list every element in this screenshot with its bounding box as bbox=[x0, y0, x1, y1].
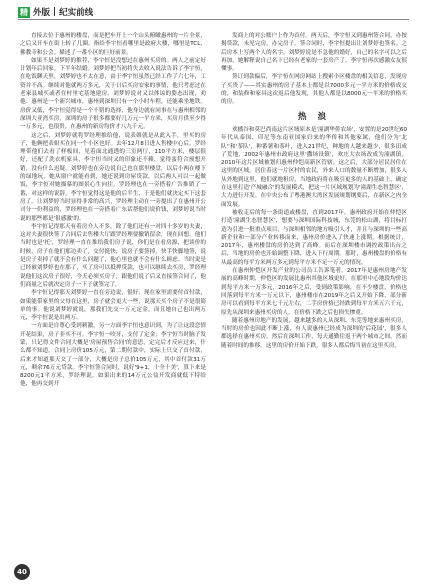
paragraph: 在惠州仲恺区开发产业的公司员工告诉笔者，2017年是惠州房地产发展的高峰时期，仲恺区的发展比惠州其他区域更好，在那里中心地段均价达到每平方米一万多元，2016年之后，受到政策影响，在不少楼盘，价格也回落到每平方米一万元以下，惠州楼市在2019年之后又开始下降，部分新房可以看到每平方米七千元左右，二手房价格已经跌到每平方米五六千元，原先从深圳来惠州买房的人，在价格下跌之后也损失惨重。 bbox=[221, 268, 407, 316]
section-heading: 热 浪 bbox=[298, 111, 330, 122]
page-number: 40 bbox=[14, 564, 30, 580]
page-header bbox=[18, 6, 93, 18]
paragraph: 欢播谷和莫巴尚南这片区域原本是'潼湖华侨农场'，安置的是20世纪60年代从泰国、印尼等东南亚国家归来的华侨和其他家属，他们分为'北队''和'茶队'，种番薯和茶叶，进入21世纪，种地的人越来越少，很多田成了荒地，2002年惠州市政府这里'撒场设镇'，欢庄大农场改成为潼湖镇。2010年这片区域被划归惠州仲恺高新区管辖。这之后，大部分居民居住在这里的区域，居住着这一片区村的农民，外来人口的数量不断增加，很多人从外地到这里，他们就地租房，当地政府将在吸引更多的人的基础上，确定在这里打造'产城融合'的发展模式，把这一片区域规划为'潼湖生态智慧区'，大力进行开发。在中央公布了粤港澳大湾区发展规划纲要后，在新区之内全面发展。 bbox=[221, 126, 407, 208]
section-name: 外版 bbox=[33, 8, 51, 18]
paragraph: 李宇恒记得那天有着房介人不多，除了他们还有一对四十多岁的夫妻，这对夫妻很快签了合同后去售楼大厅跟罗经理要撤销留余，现在回想，他们当时也是'托'，罗经理一直在推给我们房子说，你们是在看房源，把谈价的时候，房子在他们那边卖了，交付挺快，说房子要签掉，快手快脚地签，说是房子卖掉了就不会有什么问题了，他心里也就不会有什么顾虑。当时说是已经被刘梦婷也在那了，买了房可以抵押贷款，也可以继续去买房，罗经理说他们这次房子很好，今天必须买房子，跟他们说了后又直接签合同了，他们商量之后就决定房子一下子就签完了。 bbox=[20, 223, 206, 288]
paragraph: 发商上的对公账户上作为首付。两天后，李宇恒又到惠州签合同，办按揭贷款，未见完房，办完房子。签合同时，李宇恒提出让刘梦婷也签名。之后房本上写两个人的名字，刘梦婷说是不急他的婚好，自己的名字可以之后再加。她解释说自己名下已经有老家的一套房产了，李宇恒再次感激女友很懂事。 bbox=[221, 33, 407, 73]
paragraph: 一方面是自尊心受到刺激，另一方面李宇恒也意识到，为了让这段恋情开花结果，房子非买不可。李宇恒一咬牙，支付了定金，李宇恒当时脑子发蒙，只记得文件合同大概是'房屋预售合同'的意思，定完后才反应过来，什么都不知道。合同上房价105万元，第二期付款中，实际上只交了首付款，后来才知道那天交了一部分，大概是房子总价105万元，其中首付款31万元，剩余76万元贷款。李宇恒签合同时，说好'9+1，十全十美'，算下来是8200元1平方米，罗经理说，如果出来的14万元公益开发商就低下特给他，他再交到开 bbox=[20, 323, 206, 388]
paragraph: 被收走后的每一条街道或楼盘，直到2017年，惠州政府开始在仲恺区打造'潼湖生态智慧区'，想要与深圳国际科技城，东莞的松山湖，将目标打造为引进一批重点项目，与深圳相邻的地方吸引人才，并且与深圳的一些高新企业和一部分产业转移而来，惠州房价进入了快速上涨期。根据统计，2017年，惠州楼盘的房价达到了高峰。而后在深圳楼市调控政策出台之后，当地的房价也开始调整下降，进入下行周期。那时，惠州楼盘的价格有从最高的每平方米两万多元到每平方米不足一万元的情况。 bbox=[221, 209, 407, 266]
paragraph: 李宇恒记得那天刘梦婷一直在旁边说，很好，现在家里需要付首付款，如果能带家里的父母在这里，房子就会更大一些，说那天买个房子不是很简单的事。他说刘梦婷就说，那我们先交一万元定金，而且她自己也出两万元，李宇恒说是出两万。 bbox=[20, 290, 206, 322]
left-column bbox=[20, 32, 206, 389]
paragraph: 这之后，刘梦婷就将罗经理推给他，说表姐就是从此入手，里买的房子，他俩把表姐买在同一个小区也好。去年12月8日进入售楼中心后，罗经理带他们去看了样板间，见着面北通透的三室两厅，110平方米，楼层很好，还配了洗衣机家具，李宇恒当时又的印象还不赖，觉得蛮符合预想开销，没有什么迟疑，刘梦婷也在旁边说自己也在那里楼盘，以后小两在楼下的绿地玩，她从窗户就能看到，她还说到房屋贷款，以后两人可以一起做饭，李宇恒对她描摹的图景心生向往。罗经理也在一旁搭着广告推销了一番，对这样的说辞，李宇恒觉得这是他的后半生，于是他们就决定买下这套房了。让刘梦婷当时显得非常的高兴，罗经理主动在一旁提出了在惠州开公司分一份利益的，罗经理也在一旁搭着广东话帮他们说价钱，刘梦婷说当时说的那些都是'很感激'的。 bbox=[20, 132, 206, 222]
paragraph: 直接去位于惠州的楼盘，而是把车开上一个山头俯瞰惠州的一片全景，之后又开车在街上转了几圈。指给李宇恒看哪里是政府大楼，哪里是TCL，佛教寺和公会。描述了一番小区的巨好前景。 bbox=[20, 33, 206, 56]
section-tag-box: 精 bbox=[20, 7, 28, 17]
right-column bbox=[221, 32, 407, 350]
column-name: 纪实前线 bbox=[59, 8, 94, 18]
paragraph: 随着惠州房地产的发展，越来越多的人从深圳、东莞等地来惠州买房，当时的房价也因此不断上涨，有人说惠州已经成为深圳的'后花园'，很多人都选择在惠州买房，然后在深圳工作，每天通勤往返于两个城市之间。然而随着时间的推移，这里的房价开始下跌，很多人都后悔当初在这里买房。 bbox=[221, 317, 407, 349]
header-rule bbox=[18, 19, 409, 20]
paragraph: 如果不是刘梦婷的推荐，李宇恒是没想过在惠州买房的。两人之前定好计划年后回家。下半年结婚。刘梦婷把当初将失去收入说法告诉了李宇恒，在吃饭聊天里，刘梦婷也不太在意，由于李宇恒虽然已经工作了六七年，工资并不高。继续对他就两万多元，关于日后买房安家的事情，他只考虑过在老家县城买或者在村里宅基地建房。刘梦婷说对又以体谅的姿态出现，劝他：惠州是一个新兴城市，惠州到深圳只有一个小时车程，还能乘坐地铁。房价又低，李宇恒觉得是一个不错的选择，他身边就有同事在与惠州相邻的深圳大亚湾买房，深圳的房子很多都要好几万元一平方米，买房月供至少得一万多元，也很贵。在惠州的新房均价才八九千元。 bbox=[20, 57, 206, 131]
header-separator: | bbox=[53, 7, 57, 17]
paragraph: 签订到款偏后，李宇恒在网房网站上搜索小区楼盘的相关信息，发现房子买贵了——其实惠州的房子基本上都是以7000多元一平方米的价格成交的，和装修和家具这次返后他发现，其他人都是以8000元一平米的价格买的房。 bbox=[221, 74, 407, 106]
